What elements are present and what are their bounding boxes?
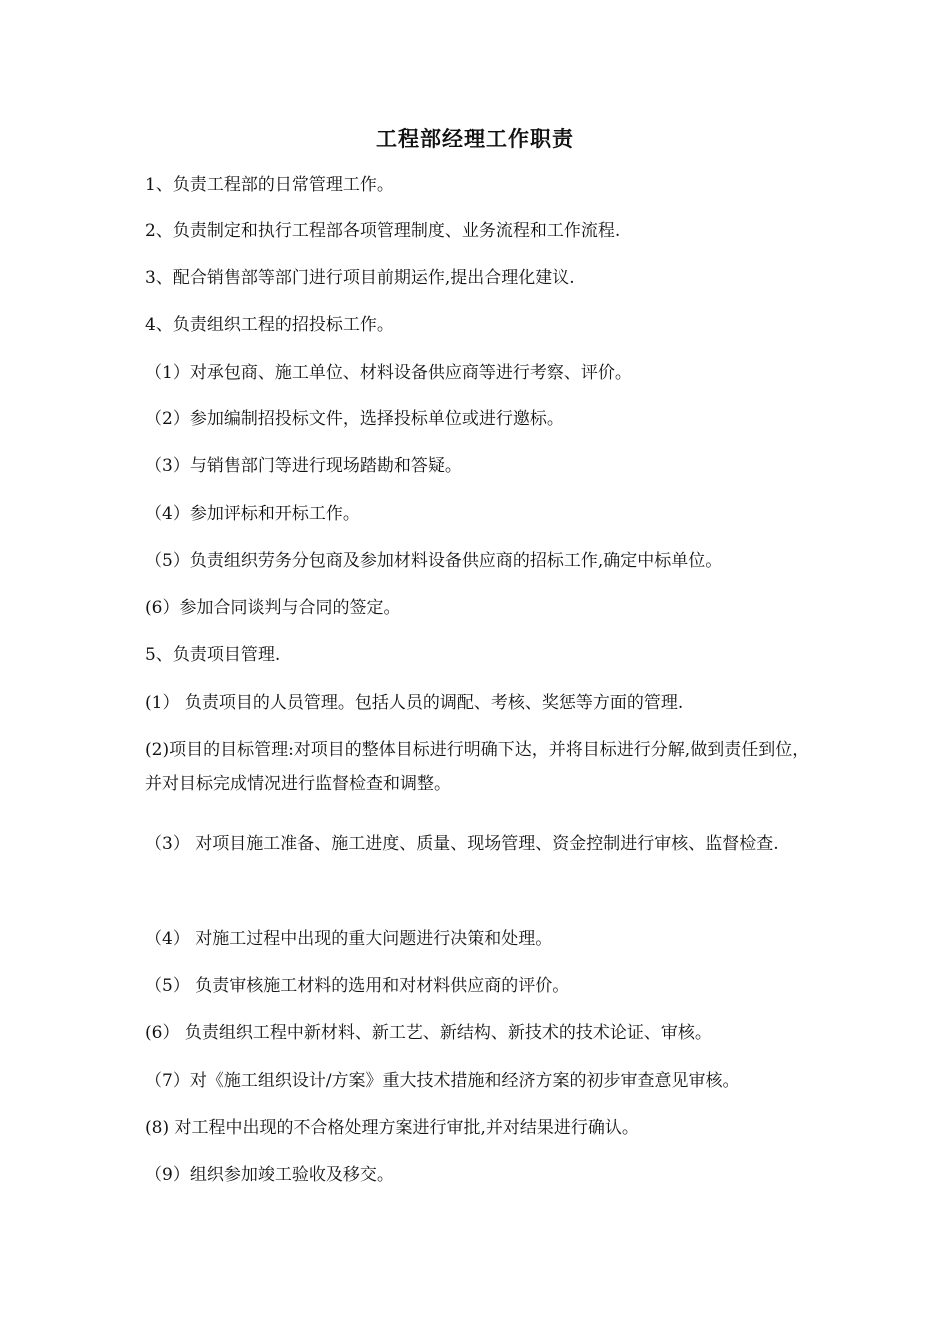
duty-line-4: 4、负责组织工程的招投标工作。 <box>145 315 394 335</box>
page-title: 工程部经理工作职责 <box>376 126 574 151</box>
sub-item-4-1: （1）对承包商、施工单位、材料设备供应商等进行考察、评价。 <box>145 363 632 383</box>
sub-item-5-3: （3） 对项目施工准备、施工进度、质量、现场管理、资金控制进行审核、监督检查. <box>145 834 779 854</box>
sub-item-4-5: （5）负责组织劳务分包商及参加材料设备供应商的招标工作,确定中标单位。 <box>145 551 723 571</box>
sub-item-4-2: （2）参加编制招投标文件，选择投标单位或进行邀标。 <box>145 409 564 429</box>
duty-line-1: 1、负责工程部的日常管理工作。 <box>145 175 394 195</box>
sub-item-4-6: (6）参加合同谈判与合同的签定。 <box>145 598 401 618</box>
sub-item-5-9: （9）组织参加竣工验收及移交。 <box>145 1165 394 1185</box>
duty-line-5: 5、负责项目管理. <box>145 645 281 665</box>
sub-item-4-4: （4）参加评标和开标工作。 <box>145 504 360 524</box>
sub-item-5-5: （5） 负责审核施工材料的选用和对材料供应商的评价。 <box>145 976 570 996</box>
duty-line-3: 3、配合销售部等部门进行项目前期运作,提出合理化建议. <box>145 268 575 288</box>
sub-item-5-6: (6） 负责组织工程中新材料、新工艺、新结构、新技术的技术论证、审核。 <box>145 1023 712 1043</box>
sub-item-5-2: (2)项目的目标管理:对项目的整体目标进行明确下达，并将目标进行分解,做到责任到位，并对目标完成情况进行监督检查和调整。 <box>145 740 810 794</box>
sub-item-4-3: （3）与销售部门等进行现场踏勘和答疑。 <box>145 456 462 476</box>
duty-line-2: 2、负责制定和执行工程部各项管理制度、业务流程和工作流程. <box>145 221 621 241</box>
sub-item-5-8: (8) 对工程中出现的不合格处理方案进行审批,并对结果进行确认。 <box>145 1118 639 1138</box>
sub-item-5-1: (1） 负责项目的人员管理。包括人员的调配、考核、奖惩等方面的管理. <box>145 693 684 713</box>
sub-item-5-4: （4） 对施工过程中出现的重大问题进行决策和处理。 <box>145 929 553 949</box>
sub-item-5-7: （7）对《施工组织设计/方案》重大技术措施和经济方案的初步审查意见审核。 <box>145 1071 740 1091</box>
